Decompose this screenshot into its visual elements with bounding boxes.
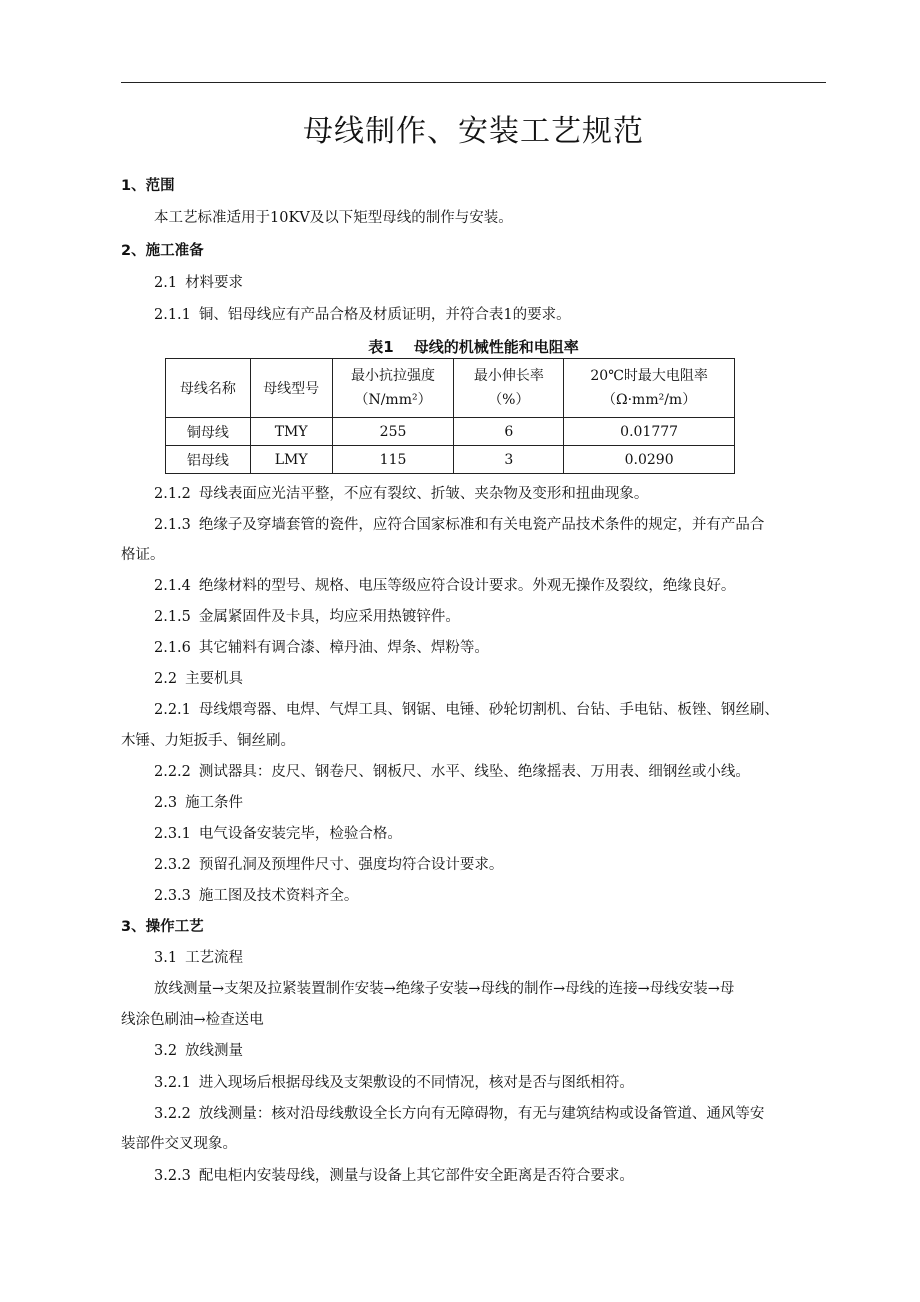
cell-name: 铜母线 (166, 418, 251, 446)
clause-2-3 (154, 793, 864, 813)
clause-number: 3.2.2 (154, 1106, 191, 1122)
clause-number: 2.1.1 (154, 307, 191, 323)
clause-text: 材料要求 (185, 275, 244, 291)
clause-number: 2.2.1 (154, 702, 191, 718)
document-title: 母线制作、安装工艺规范 (303, 114, 644, 149)
clause-text: 预留孔洞及预埋件尺寸、强度均符合设计要求。 (198, 857, 504, 873)
clause-2-1-2 (154, 484, 864, 504)
clause-text: 配电柜内安装母线，测量与设备上其它部件安全距离是否符合要求。 (198, 1168, 634, 1184)
clause-number: 2.1 (154, 275, 178, 291)
clause-number: 2.1.4 (154, 578, 191, 594)
clause-3-2-1 (154, 1073, 864, 1093)
cell-elongation: 6 (454, 418, 564, 446)
header-rule (121, 82, 826, 83)
clause-number: 2.2 (154, 671, 178, 687)
table-1-caption (121, 336, 826, 357)
clause-text: 施工图及技术资料齐全。 (198, 888, 359, 904)
process-flow: 放线测量→支架及拉紧装置制作安装→绝缘子安装→母线的制作→母线的连接→母线安装→母 (154, 981, 735, 997)
clause-text: 主要机具 (185, 671, 244, 687)
header-model: 母线型号 (250, 359, 332, 418)
clause-2-1-6 (154, 638, 864, 658)
header-strength: 最小抗拉强度 （N/mm²） (332, 359, 454, 418)
clause-number: 2.3.3 (154, 888, 191, 904)
cell-strength: 115 (332, 446, 454, 474)
clause-text: 铜、铝母线应有产品合格及材质证明，并符合表1的要求。 (198, 307, 571, 323)
cell-resistivity: 0.01777 (564, 418, 735, 446)
table-row (166, 446, 735, 474)
clause-number: 2.2.2 (154, 764, 191, 780)
section-1-heading: 1、范围 (121, 178, 175, 194)
clause-3-2-2-continued: 装部件交叉现象。 (121, 1136, 237, 1152)
table-1-title: 母线的机械性能和电阻率 (413, 338, 579, 356)
clause-3-1 (154, 948, 864, 968)
clause-text: 母线煨弯器、电焊、气焊工具、钢锯、电锤、砂轮切割机、台钻、手电钻、板锉、钢丝刷、 (198, 702, 779, 718)
clause-text: 金属紧固件及卡具，均应采用热镀锌件。 (198, 609, 460, 625)
clause-2-1-3 (154, 515, 864, 535)
clause-2-1-5 (154, 607, 864, 627)
clause-text: 测试器具：皮尺、钢卷尺、钢板尺、水平、线坠、绝缘摇表、万用表、细钢丝或小线。 (198, 764, 750, 780)
cell-name: 铝母线 (166, 446, 251, 474)
clause-number: 3.1 (154, 950, 178, 966)
clause-3-2 (154, 1041, 864, 1061)
clause-2-1 (154, 273, 864, 293)
clause-number: 3.2.3 (154, 1168, 191, 1184)
clause-2-1-4 (154, 576, 864, 596)
clause-number: 2.3.2 (154, 857, 191, 873)
process-flow-continued: 线涂色刷油→检查送电 (121, 1012, 264, 1028)
clause-2-3-1 (154, 824, 864, 844)
clause-2-1-3-continued: 格证。 (121, 547, 165, 563)
clause-2-2 (154, 669, 864, 689)
clause-number: 2.3.1 (154, 826, 191, 842)
section-3-heading: 3、操作工艺 (121, 919, 204, 935)
cell-model: TMY (250, 418, 332, 446)
clause-2-2-2 (154, 762, 864, 782)
section-1-paragraph: 本工艺标准适用于10KV及以下矩型母线的制作与安装。 (154, 210, 513, 226)
clause-number: 2.1.3 (154, 517, 191, 533)
header-elongation: 最小伸长率 （%） (454, 359, 564, 418)
clause-number: 2.1.6 (154, 640, 191, 656)
clause-3-2-3 (154, 1166, 864, 1186)
clause-2-2-1 (154, 700, 864, 720)
clause-number: 2.3 (154, 795, 178, 811)
cell-strength: 255 (332, 418, 454, 446)
clause-3-2-2 (154, 1104, 864, 1124)
section-2-heading: 2、施工准备 (121, 243, 204, 259)
clause-2-1-1 (154, 305, 864, 325)
table-1 (165, 358, 735, 474)
clause-number: 3.2 (154, 1043, 178, 1059)
table-header-row (166, 359, 735, 418)
cell-resistivity: 0.0290 (564, 446, 735, 474)
clause-2-3-3 (154, 886, 864, 906)
clause-text: 电气设备安装完毕，检验合格。 (198, 826, 402, 842)
cell-elongation: 3 (454, 446, 564, 474)
header-resistivity: 20℃时最大电阻率 （Ω·mm²/m） (564, 359, 735, 418)
header-name: 母线名称 (166, 359, 251, 418)
clause-text: 进入现场后根据母线及支架敷设的不同情况，核对是否与图纸相符。 (198, 1075, 634, 1091)
clause-text: 其它辅料有调合漆、樟丹油、焊条、焊粉等。 (198, 640, 489, 656)
clause-text: 放线测量 (185, 1043, 244, 1059)
table-row (166, 418, 735, 446)
clause-text: 放线测量：核对沿母线敷设全长方向有无障碍物，有无与建筑结构或设备管道、通风等安 (198, 1106, 765, 1122)
table-1-label: 表1 (368, 338, 394, 356)
clause-number: 2.1.2 (154, 486, 191, 502)
cell-model: LMY (250, 446, 332, 474)
clause-2-3-2 (154, 855, 864, 875)
clause-number: 3.2.1 (154, 1075, 191, 1091)
clause-text: 绝缘材料的型号、规格、电压等级应符合设计要求。外观无操作及裂纹，绝缘良好。 (198, 578, 736, 594)
clause-2-2-1-continued: 木锤、力矩扳手、铜丝刷。 (121, 733, 295, 749)
clause-text: 母线表面应光洁平整，不应有裂纹、折皱、夹杂物及变形和扭曲现象。 (198, 486, 649, 502)
clause-text: 绝缘子及穿墙套管的瓷件，应符合国家标准和有关电瓷产品技术条件的规定，并有产品合 (198, 517, 765, 533)
clause-text: 工艺流程 (185, 950, 244, 966)
clause-number: 2.1.5 (154, 609, 191, 625)
clause-text: 施工条件 (185, 795, 244, 811)
